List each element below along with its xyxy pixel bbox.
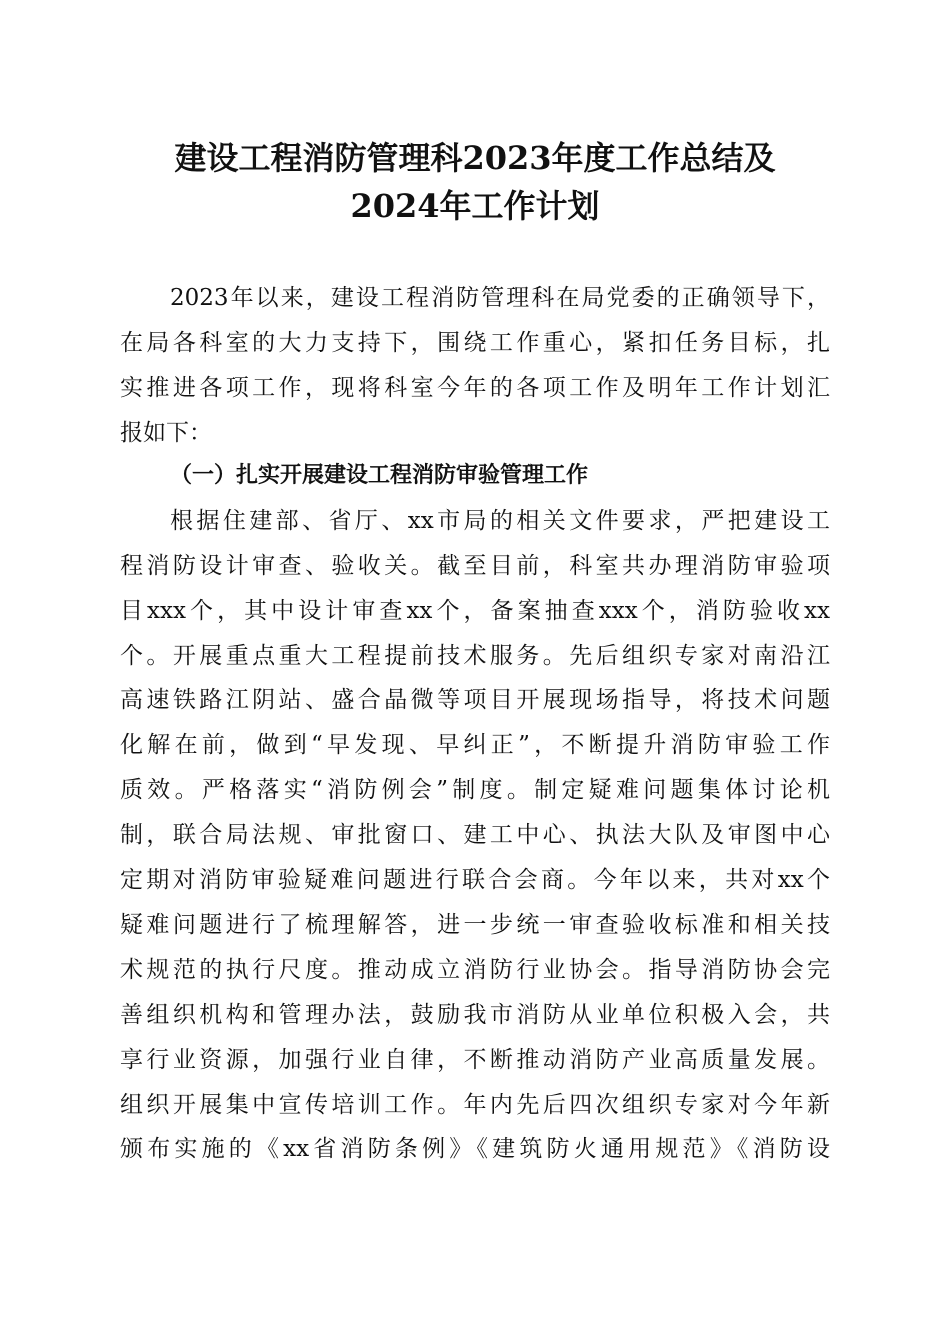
section-paragraph-line: 术规范的执行尺度。推动成立消防行业协会。指导消防协会完 <box>120 957 830 983</box>
section-heading: （一）扎实开展建设工程消防审验管理工作 <box>170 462 589 488</box>
section-paragraph-line: 颁布实施的《xx省消防条例》《建筑防火通用规范》《消防设 <box>120 1136 830 1162</box>
document-title-line-1: 建设工程消防管理科2023年度工作总结及 <box>174 139 776 177</box>
section-paragraph-line: 制，联合局法规、审批窗口、建工中心、执法大队及审图中心 <box>120 822 830 848</box>
section-paragraph-line: 定期对消防审验疑难问题进行联合会商。今年以来，共对xx个 <box>120 867 830 893</box>
section-paragraph-line: 根据住建部、省厅、xx市局的相关文件要求，严把建设工 <box>170 508 830 534</box>
section-paragraph-line: 程消防设计审查、验收关。截至目前，科室共办理消防审验项 <box>120 553 830 579</box>
section-paragraph-line: 化解在前，做到“早发现、早纠正”，不断提升消防审验工作 <box>120 732 830 758</box>
section-paragraph-line: 质效。严格落实“消防例会”制度。制定疑难问题集体讨论机 <box>120 777 830 803</box>
document-title-line-2: 2024年工作计划 <box>350 187 600 225</box>
intro-paragraph-line: 2023年以来，建设工程消防管理科在局党委的正确领导下， <box>170 285 830 311</box>
intro-paragraph-line: 报如下： <box>120 420 212 446</box>
section-paragraph-line: 个。开展重点重大工程提前技术服务。先后组织专家对南沿江 <box>120 643 830 669</box>
section-paragraph-line: 享行业资源，加强行业自律，不断推动消防产业高质量发展。 <box>120 1047 830 1073</box>
section-paragraph-line: 高速铁路江阴站、盛合晶微等项目开展现场指导，将技术问题 <box>120 687 830 713</box>
section-paragraph-line: 目xxx个，其中设计审查xx个，备案抽查xxx个，消防验收xx <box>120 598 830 624</box>
section-paragraph-line: 组织开展集中宣传培训工作。年内先后四次组织专家对今年新 <box>120 1092 830 1118</box>
intro-paragraph-line: 在局各科室的大力支持下，围绕工作重心，紧扣任务目标，扎 <box>120 330 830 356</box>
section-paragraph-line: 疑难问题进行了梳理解答，进一步统一审查验收标准和相关技 <box>120 912 830 938</box>
section-paragraph-line: 善组织机构和管理办法，鼓励我市消防从业单位积极入会，共 <box>120 1002 830 1028</box>
intro-paragraph-line: 实推进各项工作，现将科室今年的各项工作及明年工作计划汇 <box>120 375 830 401</box>
